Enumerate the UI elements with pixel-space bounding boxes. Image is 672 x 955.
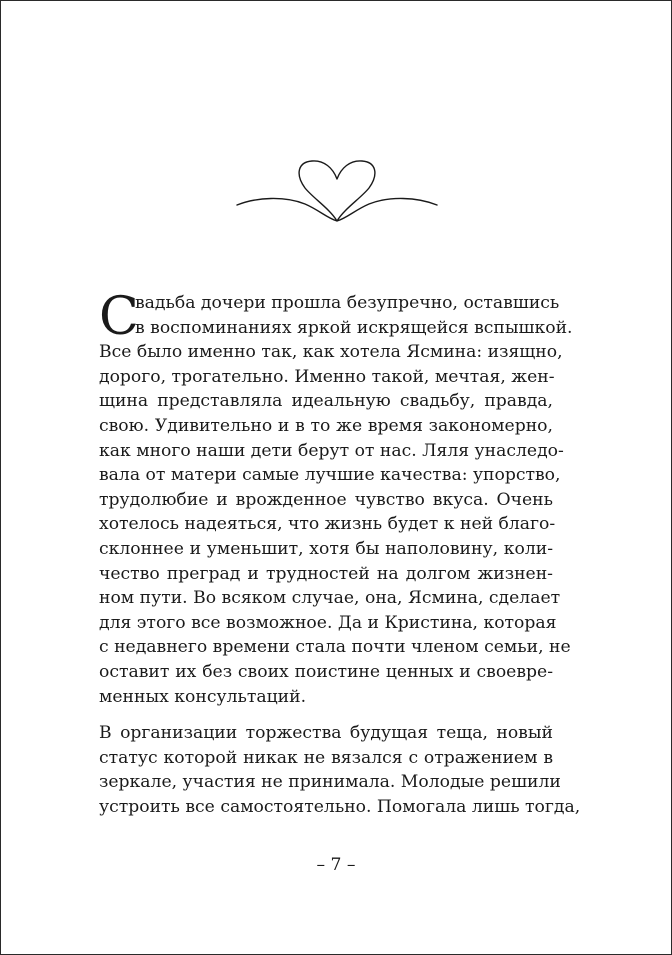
text-line: статус которой никак не вязался с отражением в — [99, 747, 553, 768]
text-line: дорого, трогательно. Именно такой, мечтая, жен- — [99, 366, 555, 387]
paragraph-gap — [99, 709, 553, 721]
text-line: как много наши дети берут от нас. Ляля унаследо- — [99, 440, 564, 461]
text-line: С вадьба дочери прошла безупречно, оставшись — [99, 287, 560, 347]
text-line: щина представляла идеальную свадьбу, правда, — [99, 391, 553, 412]
text-line: чество преград и трудностей на долгом жизнен- — [99, 563, 553, 584]
text-line: Все было именно так, как хотела Ясмина: изящно, — [99, 342, 563, 363]
paragraph-1 — [99, 287, 573, 709]
text-line: устроить все самостоятельно. Помогала лишь тогда, — [99, 796, 581, 817]
heart-flourish-icon — [235, 158, 439, 228]
text-line: склоннее и уменьшит, хотя бы наполовину, коли- — [99, 538, 553, 559]
text-line: хотелось надеяться, что жизнь будет к ней благо- — [99, 514, 556, 535]
text-line: с недавнего времени стала почти членом семьи, не — [99, 637, 571, 658]
text-line: в воспоминаниях яркой искрящейся вспышкой. — [135, 317, 573, 338]
text-line: менных консультаций. — [99, 686, 307, 707]
text-line: оставит их без своих поистине ценных и своевре- — [99, 661, 553, 682]
paragraph-2 — [99, 721, 581, 819]
body-text — [99, 287, 581, 819]
text-line: для этого все возможное. Да и Кристина, которая — [99, 612, 557, 633]
text-line: свою. Удивительно и в то же время закономерно, — [99, 415, 553, 436]
page-number: – 7 – — [316, 855, 356, 875]
text-line: В организации торжества будущая теща, новый — [99, 723, 553, 744]
drop-cap: С — [99, 287, 139, 347]
text-line: трудолюбие и врожденное чувство вкуса. Очень — [99, 489, 553, 510]
text-line: зеркале, участия не принимала. Молодые решили — [99, 772, 561, 793]
text-line: вала от матери самые лучшие качества: упорство, — [99, 465, 561, 486]
text-line: ном пути. Во всяком случае, она, Ясмина, сделает — [99, 588, 561, 609]
